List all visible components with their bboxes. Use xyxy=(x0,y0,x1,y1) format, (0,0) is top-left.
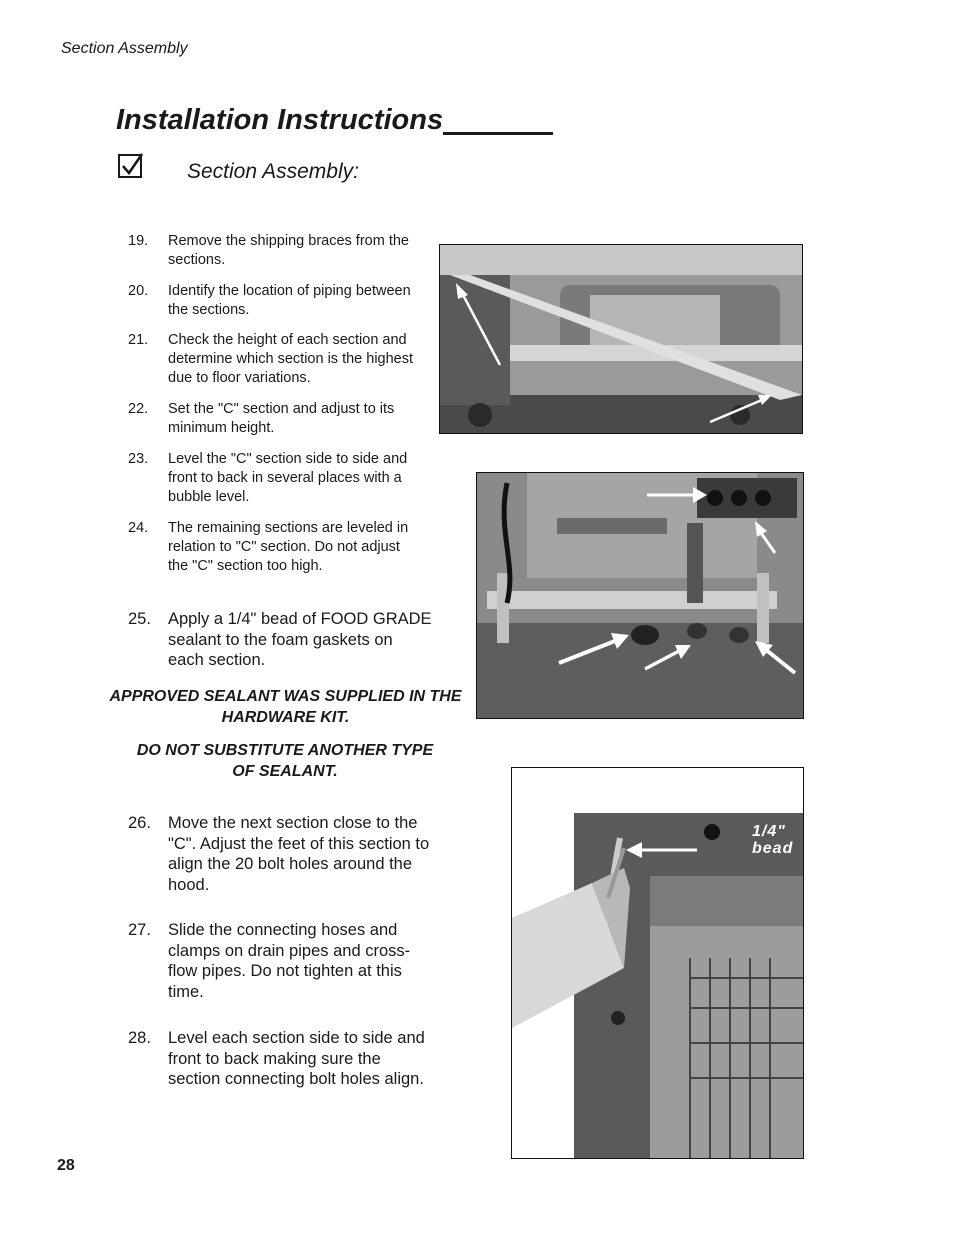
step-text: Remove the shipping braces from the sections. xyxy=(168,233,409,268)
step-number: 24. xyxy=(128,520,149,536)
photo-shipping-braces xyxy=(439,244,803,434)
notice-do-not-substitute: DO NOT SUBSTITUTE ANOTHER TYPE OF SEALANT. xyxy=(136,742,434,780)
step-number: 23. xyxy=(128,451,149,467)
step-number: 25. xyxy=(128,610,151,628)
step-number: 28. xyxy=(128,1029,151,1047)
step-text: The remaining sections are leveled in relation to "C" section. Do not adjust the "C" section too high. xyxy=(168,520,409,574)
running-head: Section Assembly xyxy=(61,40,188,57)
step-text: Level the "C" section side to side and front to back in several places with a bubble level. xyxy=(168,451,408,505)
bead-size-label xyxy=(752,823,793,857)
page-title: Installation Instructions xyxy=(116,104,444,136)
photo-piping-locations xyxy=(476,472,804,719)
step-number: 19. xyxy=(128,233,149,249)
step-number: 21. xyxy=(128,332,149,348)
step-number: 27. xyxy=(128,921,151,939)
bead-size-value: 1/4" xyxy=(752,823,786,840)
step-number: 20. xyxy=(128,283,149,299)
step-text: Check the height of each section and determine which section is the highest due to floor variations. xyxy=(168,332,414,386)
notice-approved-sealant: APPROVED SEALANT WAS SUPPLIED IN THE HARDWARE KIT. xyxy=(109,688,462,726)
section-subtitle: Section Assembly: xyxy=(187,160,359,183)
step-text: Apply a 1/4" bead of FOOD GRADE sealant to the foam gaskets on each section. xyxy=(168,610,432,669)
page-number: 28 xyxy=(57,1157,75,1174)
step-text: Move the next section close to the "C". Adjust the feet of this section to align the 20 bolt holes around the hood. xyxy=(168,814,430,894)
step-number: 22. xyxy=(128,401,149,417)
step-text: Set the "C" section and adjust to its minimum height. xyxy=(168,401,395,436)
photo-sealant-bead xyxy=(511,767,804,1159)
step-text: Identify the location of piping between the sections. xyxy=(168,283,411,318)
step-text: Slide the connecting hoses and clamps on drain pipes and cross-flow pipes. Do not tighten at this time. xyxy=(168,921,411,1001)
step-text: Level each section side to side and front to back making sure the section connecting bolt holes align. xyxy=(168,1029,425,1088)
title-underline xyxy=(443,132,553,135)
checkbox-checked-icon xyxy=(118,152,144,178)
bead-size-unit: bead xyxy=(752,840,794,857)
step-number: 26. xyxy=(128,814,151,832)
